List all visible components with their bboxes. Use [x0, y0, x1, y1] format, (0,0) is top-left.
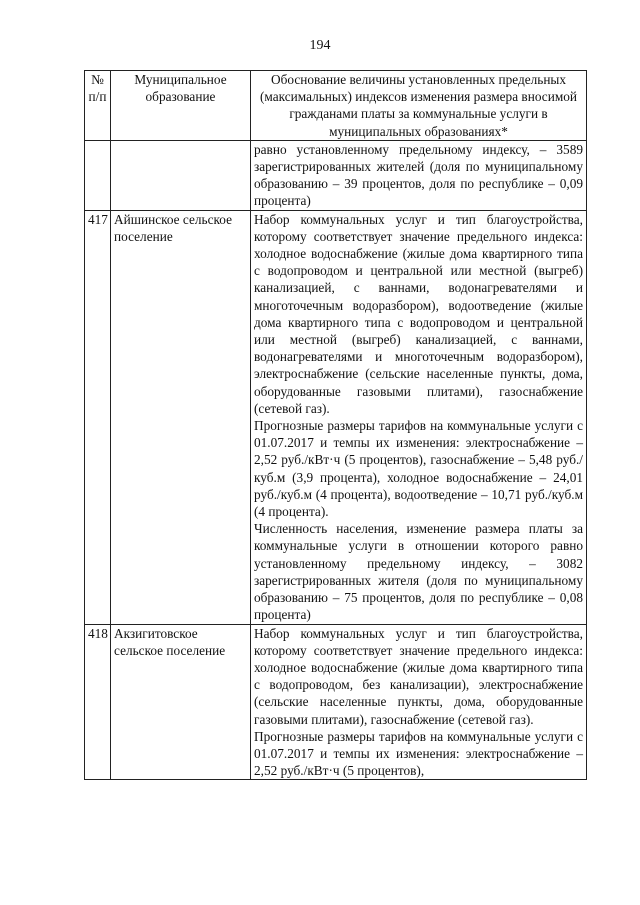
- justification-paragraph: Прогнозные размеры тарифов на коммунальные услуги с 01.07.2017 и темпы их изменения: электроснабжение – 2,52 руб./кВт·ч (5 процентов),: [254, 728, 583, 779]
- row-num: [85, 140, 111, 210]
- justification-paragraph: Численность населения, изменение размера платы за коммунальные услуги в отношении которого равно установленному предельному индексу, – 3082 зарегистрированных жителя (доля по муниципальному образованию – 75 процентов, доля по республике – 0,08 процента): [254, 521, 583, 623]
- table-row: [85, 624, 587, 780]
- row-municipality: [111, 140, 251, 210]
- row-municipality: Акзигитовское сельское поселение: [111, 624, 251, 780]
- justification-paragraph: равно установленному предельному индексу, – 3589 зарегистрированных жителей (доля по муниципальному образованию – 39 процентов, доля по республике – 0,09 процента): [254, 141, 583, 209]
- tariff-table: [84, 70, 587, 780]
- row-justification: [251, 140, 587, 210]
- table-header-row: [85, 71, 587, 141]
- header-justification: Обоснование величины установленных предельных (максимальных) индексов изменения размера вносимой гражданами платы за коммунальные услуги в муниципальных образованиях*: [251, 71, 587, 141]
- header-municipality: Муниципальное образование: [111, 71, 251, 141]
- header-num: № п/п: [85, 71, 111, 141]
- row-num: 418: [85, 624, 111, 780]
- page-number: 194: [309, 38, 331, 53]
- row-justification: [251, 624, 587, 780]
- justification-paragraph: Набор коммунальных услуг и тип благоустройства, которому соответствует значение предельного индекса: холодное водоснабжение (жилые дома квартирного типа с водопроводом и центральной или местной (выгреб) канализацией, с ваннами, водонагревателями и многоточечным водоразбором), водоотведение (жилые дома квартирного типа с водопроводом и центральной или местной (выгреб) канализацией, с ваннами, водонагревателями и многоточечным водоразбором), электроснабжение (сельские населенные пункты, дома, оборудованные газовыми плитами), газоснабжение (сетевой газ).: [254, 211, 583, 416]
- table-row: [85, 210, 587, 624]
- row-num: 417: [85, 210, 111, 624]
- table-row: [85, 140, 587, 210]
- row-justification: [251, 210, 587, 624]
- justification-paragraph: Прогнозные размеры тарифов на коммунальные услуги с 01.07.2017 и темпы их изменения: электроснабжение – 2,52 руб./кВт·ч (5 процентов), газоснабжение – 5,48 руб./куб.м (3,9 процента), холодное водоснабжение – 24,01 руб./куб.м (4 процента), водоотведение – 10,71 руб./куб.м (4 процента).: [254, 418, 583, 520]
- justification-paragraph: Набор коммунальных услуг и тип благоустройства, которому соответствует значение предельного индекса: холодное водоснабжение (жилые дома квартирного типа с водопроводом, без канализации), электроснабжение (сельские населенные пункты, дома, оборудованные газовыми плитами), газоснабжение (сетевой газ).: [254, 625, 583, 727]
- row-municipality: Айшинское сельское поселение: [111, 210, 251, 624]
